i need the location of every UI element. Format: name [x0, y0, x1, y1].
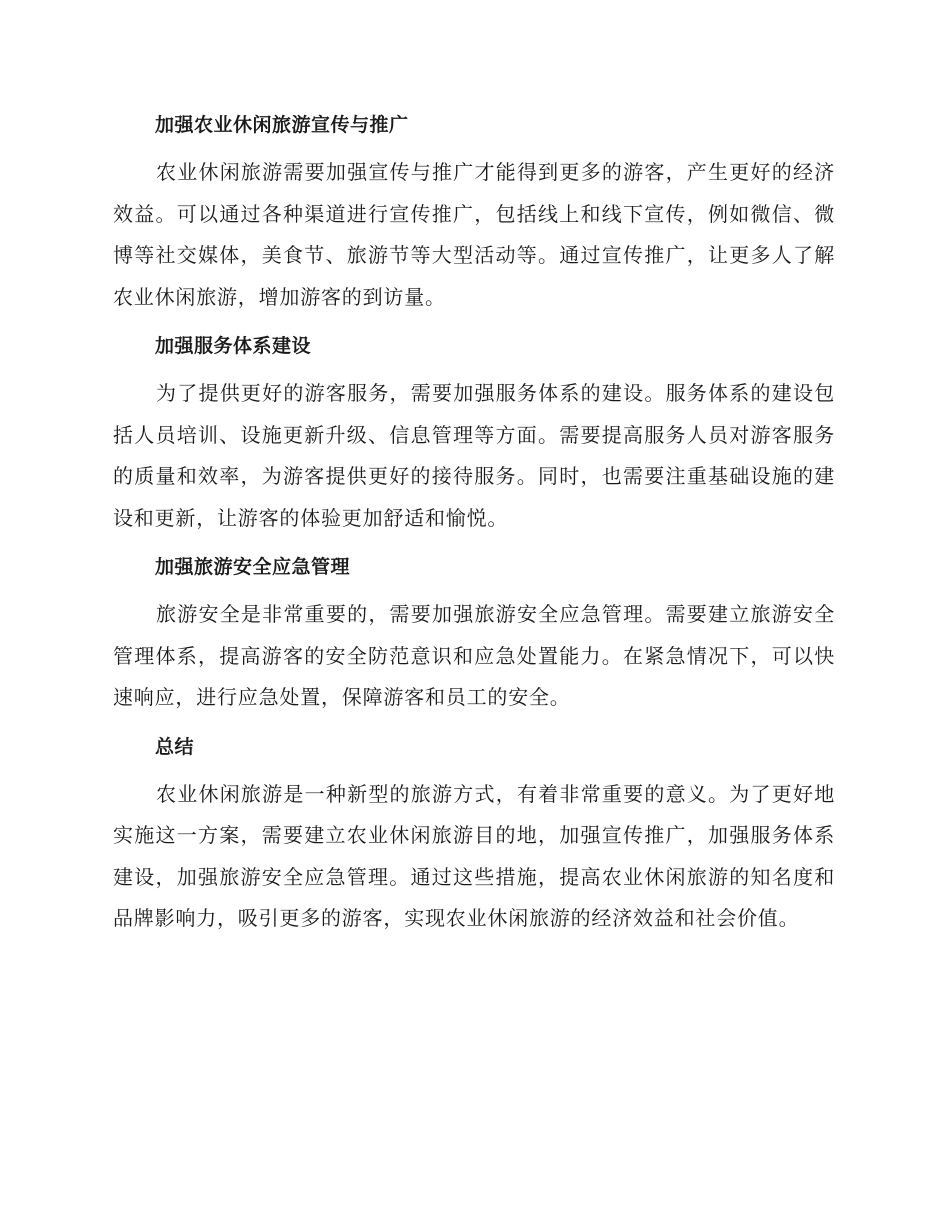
section-paragraph-service-system: 为了提供更好的游客服务，需要加强服务体系的建设。服务体系的建设包括人员培训、设施更新升级、信息管理等方面。需要提高服务人员对游客服务的质量和效率，为游客提供更好的接待服务。同时，也需要注重基础设施的建设和更新，让游客的体验更加舒适和愉悦。	[113, 381, 835, 530]
section-paragraph-safety-emergency: 旅游安全是非常重要的，需要加强旅游安全应急管理。需要建立旅游安全管理体系，提高游客的安全防范意识和应急处置能力。在紧急情况下，可以快速响应，进行应急处置，保障游客和员工的安全。	[113, 602, 835, 709]
section-heading-promotion: 加强农业休闲旅游宣传与推广	[155, 114, 409, 136]
section-paragraph-promotion: 农业休闲旅游需要加强宣传与推广才能得到更多的游客，产生更好的经济效益。可以通过各种渠道进行宣传推广，包括线上和线下宣传，例如微信、微博等社交媒体，美食节、旅游节等大型活动等。通过宣传推广，让更多人了解农业休闲旅游，增加游客的到访量。	[113, 160, 835, 309]
document-body	[113, 104, 835, 947]
section-heading-summary: 总结	[155, 735, 195, 758]
section-heading-service-system: 加强服务体系建设	[155, 335, 312, 357]
section-heading-safety-emergency: 加强旅游安全应急管理	[155, 556, 351, 578]
section-paragraph-summary: 农业休闲旅游是一种新型的旅游方式，有着非常重要的意义。为了更好地实施这一方案，需要建立农业休闲旅游目的地，加强宣传推广，加强服务体系建设，加强旅游安全应急管理。通过这些措施，提高农业休闲旅游的知名度和品牌影响力，吸引更多的游客，实现农业休闲旅游的经济效益和社会价值。	[113, 781, 835, 930]
